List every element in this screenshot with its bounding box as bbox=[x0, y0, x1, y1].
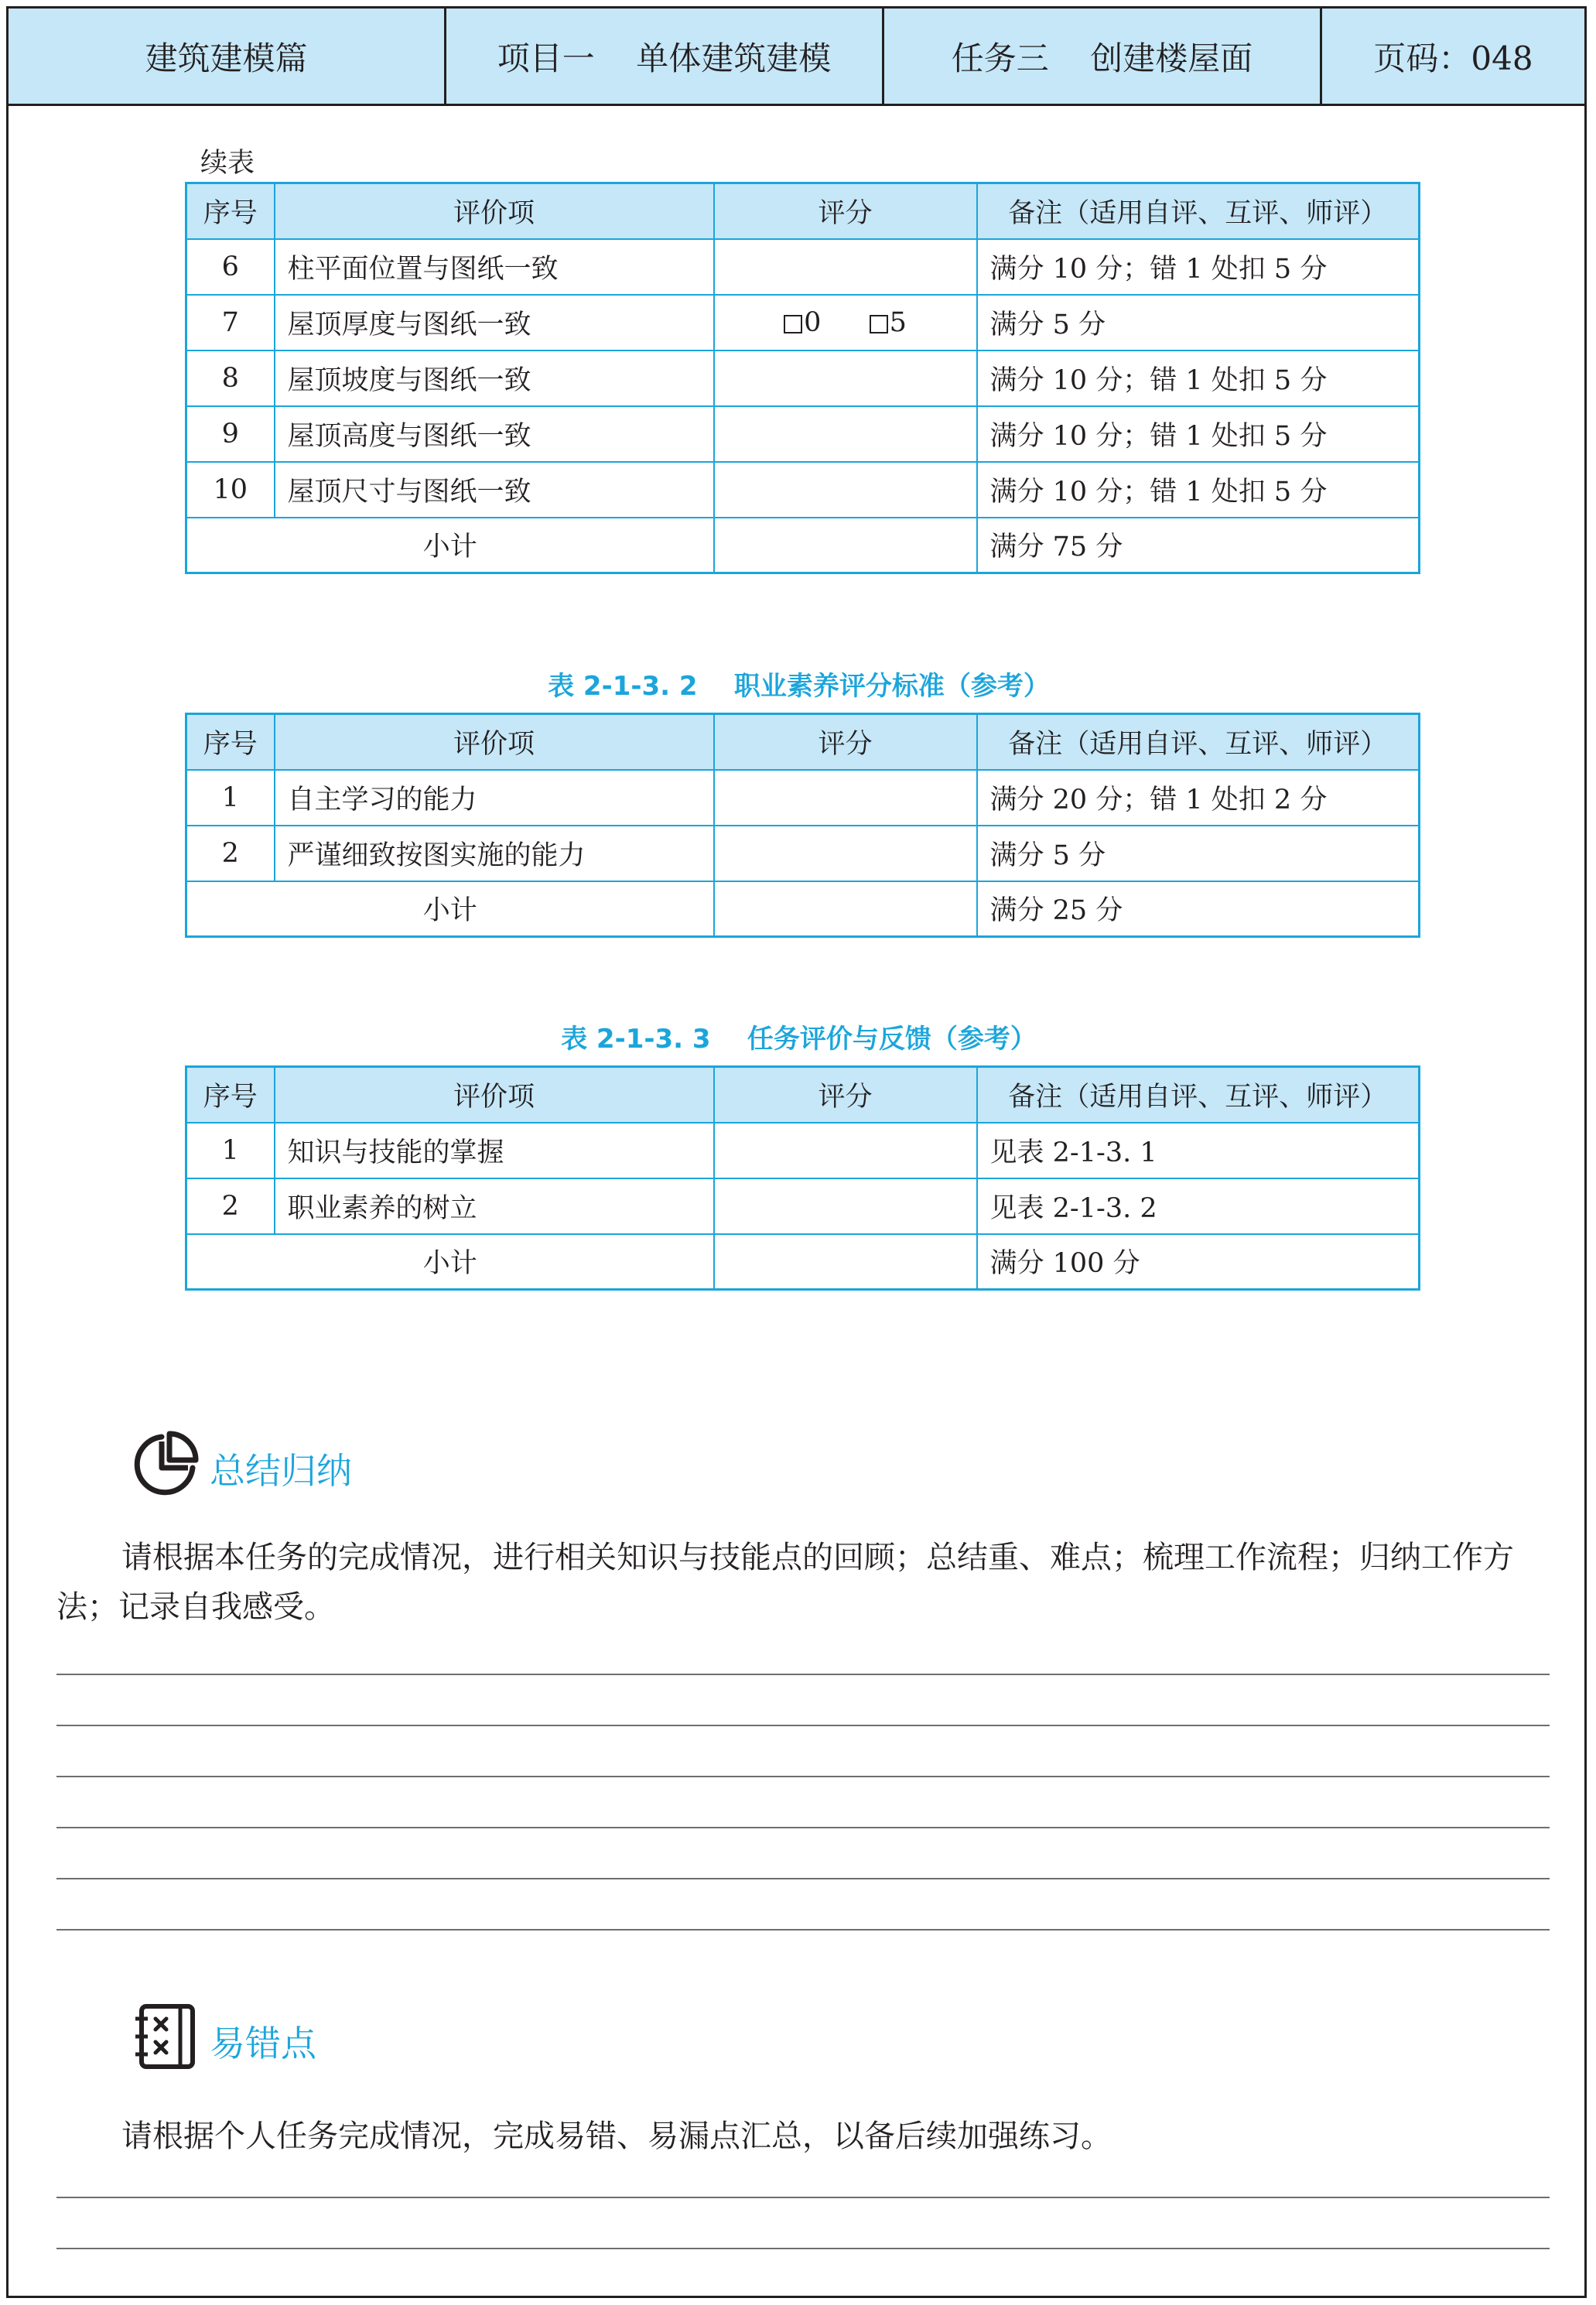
score-input-cell[interactable] bbox=[714, 770, 977, 826]
score-input-cell[interactable] bbox=[714, 406, 977, 462]
col-header-item: 评价项 bbox=[275, 183, 714, 239]
row-no: 8 bbox=[186, 351, 275, 406]
answer-line[interactable] bbox=[56, 2248, 1550, 2249]
subtotal-label: 小计 bbox=[186, 518, 714, 573]
header-task: 任务三 创建楼屋面 bbox=[884, 9, 1322, 104]
row-no: 6 bbox=[186, 239, 275, 295]
table-row bbox=[186, 462, 1420, 518]
score-input-cell[interactable] bbox=[714, 1178, 977, 1234]
row-item: 自主学习的能力 bbox=[275, 770, 714, 826]
row-note: 满分 10 分；错 1 处扣 5 分 bbox=[977, 406, 1420, 462]
answer-line[interactable] bbox=[56, 1827, 1550, 1828]
answer-line[interactable] bbox=[56, 2197, 1550, 2198]
col-header-no: 序号 bbox=[186, 1067, 275, 1123]
subtotal-note: 满分 25 分 bbox=[977, 881, 1420, 937]
header-project: 项目一 单体建筑建模 bbox=[446, 9, 884, 104]
table-knowledge-skills-continued bbox=[185, 182, 1420, 574]
answer-line[interactable] bbox=[56, 1929, 1550, 1931]
col-header-item: 评价项 bbox=[275, 1067, 714, 1123]
continued-label: 续表 bbox=[200, 148, 255, 179]
row-no: 1 bbox=[186, 1123, 275, 1178]
table-header-row bbox=[186, 183, 1420, 239]
row-note: 满分 5 分 bbox=[977, 826, 1420, 881]
row-item: 职业素养的树立 bbox=[275, 1178, 714, 1234]
subtotal-score-cell[interactable] bbox=[714, 881, 977, 937]
col-header-no: 序号 bbox=[186, 183, 275, 239]
row-note: 满分 20 分；错 1 处扣 2 分 bbox=[977, 770, 1420, 826]
col-header-note: 备注（适用自评、互评、师评） bbox=[977, 714, 1420, 770]
table-row bbox=[186, 1123, 1420, 1178]
page-header bbox=[9, 9, 1584, 106]
score-option-checkbox[interactable]: 5 bbox=[870, 307, 907, 338]
table-header-row bbox=[186, 1067, 1420, 1123]
subtotal-note: 满分 75 分 bbox=[977, 518, 1420, 573]
subtotal-label: 小计 bbox=[186, 1234, 714, 1290]
score-option-checkbox[interactable]: 0 bbox=[784, 307, 821, 338]
row-no: 2 bbox=[186, 826, 275, 881]
table-row bbox=[186, 826, 1420, 881]
col-header-note: 备注（适用自评、互评、师评） bbox=[977, 1067, 1420, 1123]
checkbox-icon bbox=[784, 315, 802, 333]
header-page-number: 页码：048 bbox=[1373, 39, 1533, 77]
row-item: 屋顶高度与图纸一致 bbox=[275, 406, 714, 462]
col-header-score: 评分 bbox=[714, 183, 977, 239]
table-row bbox=[186, 295, 1420, 351]
col-header-score: 评分 bbox=[714, 1067, 977, 1123]
subtotal-note: 满分 100 分 bbox=[977, 1234, 1420, 1290]
page bbox=[6, 6, 1587, 2298]
score-input-cell[interactable] bbox=[714, 351, 977, 406]
answer-line[interactable] bbox=[56, 1674, 1550, 1675]
col-header-item: 评价项 bbox=[275, 714, 714, 770]
notebook-icon bbox=[131, 2002, 200, 2080]
answer-line[interactable] bbox=[56, 1776, 1550, 1777]
row-note: 见表 2-1-3. 1 bbox=[977, 1123, 1420, 1178]
table-header-row bbox=[186, 714, 1420, 770]
col-header-note: 备注（适用自评、互评、师评） bbox=[977, 183, 1420, 239]
errors-title: 易错点 bbox=[210, 2022, 316, 2064]
row-note: 满分 10 分；错 1 处扣 5 分 bbox=[977, 239, 1420, 295]
subtotal-row bbox=[186, 881, 1420, 937]
subtotal-row bbox=[186, 518, 1420, 573]
answer-line[interactable] bbox=[56, 1878, 1550, 1879]
row-no: 2 bbox=[186, 1178, 275, 1234]
row-no: 7 bbox=[186, 295, 275, 351]
score-input-cell[interactable] bbox=[714, 1123, 977, 1178]
table-caption: 表 2-1-3. 2 职业素养评分标准（参考） bbox=[548, 671, 1050, 702]
row-note: 满分 10 分；错 1 处扣 5 分 bbox=[977, 462, 1420, 518]
row-item: 屋顶厚度与图纸一致 bbox=[275, 295, 714, 351]
table-caption: 表 2-1-3. 3 任务评价与反馈（参考） bbox=[561, 1024, 1037, 1055]
row-no: 10 bbox=[186, 462, 275, 518]
col-header-score: 评分 bbox=[714, 714, 977, 770]
row-note: 满分 5 分 bbox=[977, 295, 1420, 351]
row-item: 知识与技能的掌握 bbox=[275, 1123, 714, 1178]
summary-title: 总结归纳 bbox=[210, 1449, 352, 1492]
col-header-no: 序号 bbox=[186, 714, 275, 770]
row-item: 柱平面位置与图纸一致 bbox=[275, 239, 714, 295]
summary-instructions: 请根据本任务的完成情况，进行相关知识与技能点的回顾；总结重、难点；梳理工作流程；归纳工作方法；记录自我感受。 bbox=[56, 1540, 1514, 1625]
row-no: 9 bbox=[186, 406, 275, 462]
table-row bbox=[186, 239, 1420, 295]
header-section: 建筑建模篇 bbox=[9, 9, 446, 104]
row-item: 屋顶坡度与图纸一致 bbox=[275, 351, 714, 406]
table-row bbox=[186, 406, 1420, 462]
row-note: 满分 10 分；错 1 处扣 5 分 bbox=[977, 351, 1420, 406]
score-input-cell[interactable] bbox=[714, 239, 977, 295]
score-input-cell[interactable] bbox=[714, 462, 977, 518]
subtotal-label: 小计 bbox=[186, 881, 714, 937]
row-no: 1 bbox=[186, 770, 275, 826]
pie-chart-icon bbox=[131, 1429, 200, 1507]
answer-line[interactable] bbox=[56, 1725, 1550, 1726]
score-input-cell[interactable] bbox=[714, 826, 977, 881]
table-professional-quality bbox=[185, 713, 1420, 938]
score-options bbox=[714, 295, 977, 351]
checkbox-icon bbox=[870, 315, 888, 333]
table-row bbox=[186, 770, 1420, 826]
table-task-evaluation bbox=[185, 1065, 1420, 1291]
summary-section-title bbox=[131, 1429, 352, 1507]
subtotal-score-cell[interactable] bbox=[714, 518, 977, 573]
table-row bbox=[186, 1178, 1420, 1234]
row-item: 屋顶尺寸与图纸一致 bbox=[275, 462, 714, 518]
subtotal-score-cell[interactable] bbox=[714, 1234, 977, 1290]
row-item: 严谨细致按图实施的能力 bbox=[275, 826, 714, 881]
errors-section-title bbox=[131, 2002, 316, 2080]
subtotal-row bbox=[186, 1234, 1420, 1290]
table-row bbox=[186, 351, 1420, 406]
row-note: 见表 2-1-3. 2 bbox=[977, 1178, 1420, 1234]
errors-instructions: 请根据个人任务完成情况，完成易错、易漏点汇总，以备后续加强练习。 bbox=[121, 2119, 1112, 2154]
